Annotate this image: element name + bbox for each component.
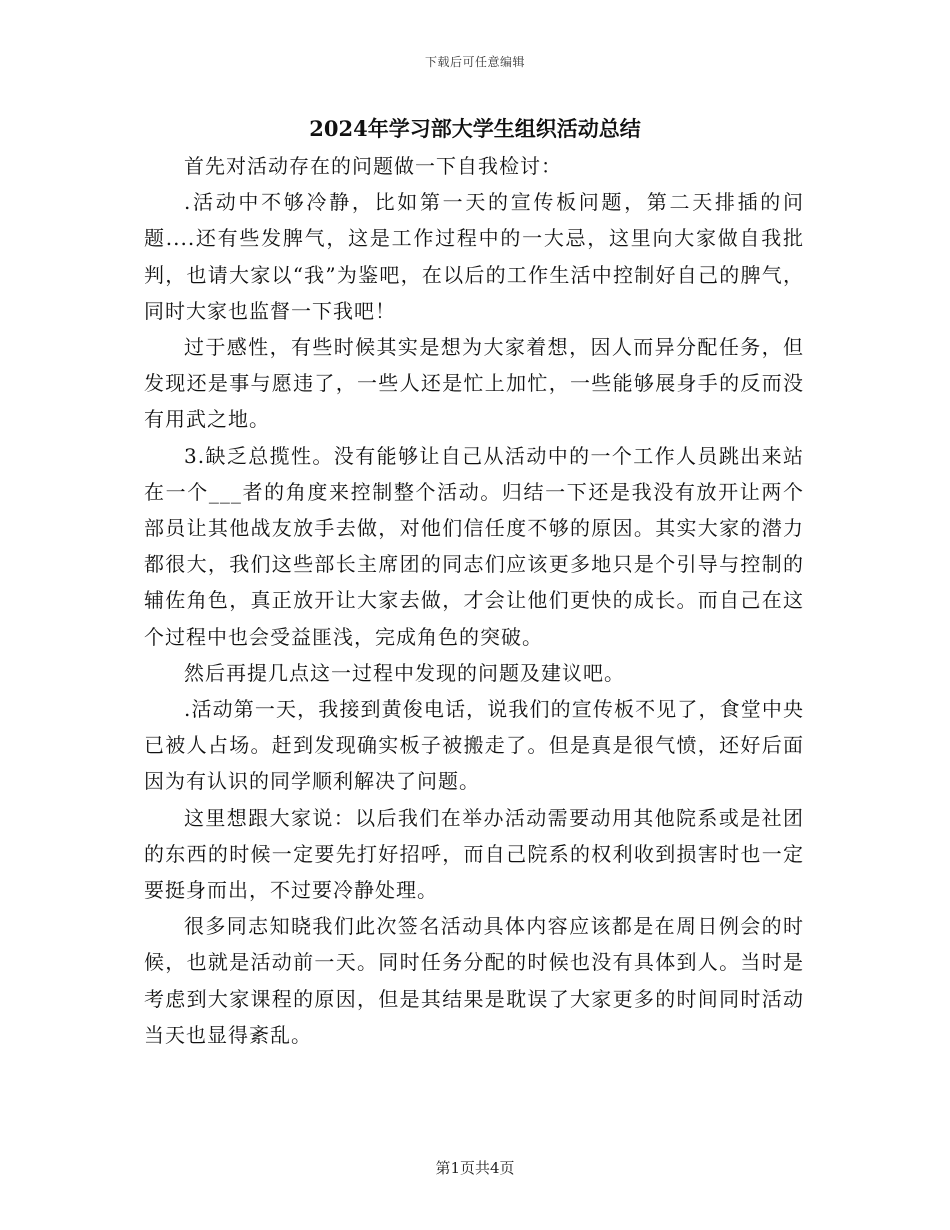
- paragraph-8: 很多同志知晓我们此次签名活动具体内容应该都是在周日例会的时候，也就是活动前一天。同时任务分配的时候也没有具体到人。当时是考虑到大家课程的原因，但是其结果是耽误了大家更多的时间同时活动当天也显得紊乱。: [144, 914, 804, 1047]
- document-title: 2024年学习部大学生组织活动总结: [309, 116, 641, 141]
- header-note: 下载后可任意编辑: [424, 55, 525, 69]
- paragraph-4: 3.缺乏总揽性。没有能够让自己从活动中的一个工作人员跳出来站在一个___者的角度来控制整个活动。归结一下还是我没有放开让两个部员让其他战友放手去做，对他们信任度不够的原因。其实大家的潜力都很大，我们这些部长主席团的同志们应该更多地只是个引导与控制的辅佐角色，真正放开让大家去做，才会让他们更快的成长。而自己在这个过程中也会受益匪浅，完成角色的突破。: [144, 443, 804, 649]
- document-body: [144, 148, 804, 1053]
- page-footer: 第1页共4页: [435, 1159, 515, 1177]
- paragraph-6: .活动第一天，我接到黄俊电话，说我们的宣传板不见了，食堂中央已被人占场。赶到发现确实板子被搬走了。但是真是很气愤，还好后面因为有认识的同学顺利解决了问题。: [144, 697, 804, 794]
- paragraph-2: .活动中不够冷静，比如第一天的宣传板问题，第二天排插的问题....还有些发脾气，这是工作过程中的一大忌，这里向大家做自我批判，也请大家以“我”为鉴吧，在以后的工作生活中控制好自己的脾气，同时大家也监督一下我吧！: [144, 190, 804, 323]
- paragraph-5: 然后再提几点这一过程中发现的问题及建议吧。: [184, 660, 625, 685]
- paragraph-3: 过于感性，有些时候其实是想为大家着想，因人而异分配任务，但发现还是事与愿违了，一些人还是忙上加忙，一些能够展身手的反而没有用武之地。: [144, 335, 804, 432]
- paragraph-1: 首先对活动存在的问题做一下自我检讨：: [184, 154, 562, 178]
- paragraph-7: 这里想跟大家说：以后我们在举办活动需要动用其他院系或是社团的东西的时候一定要先打好招呼，而自己院系的权利收到损害时也一定要挺身而出，不过要冷静处理。: [144, 805, 804, 903]
